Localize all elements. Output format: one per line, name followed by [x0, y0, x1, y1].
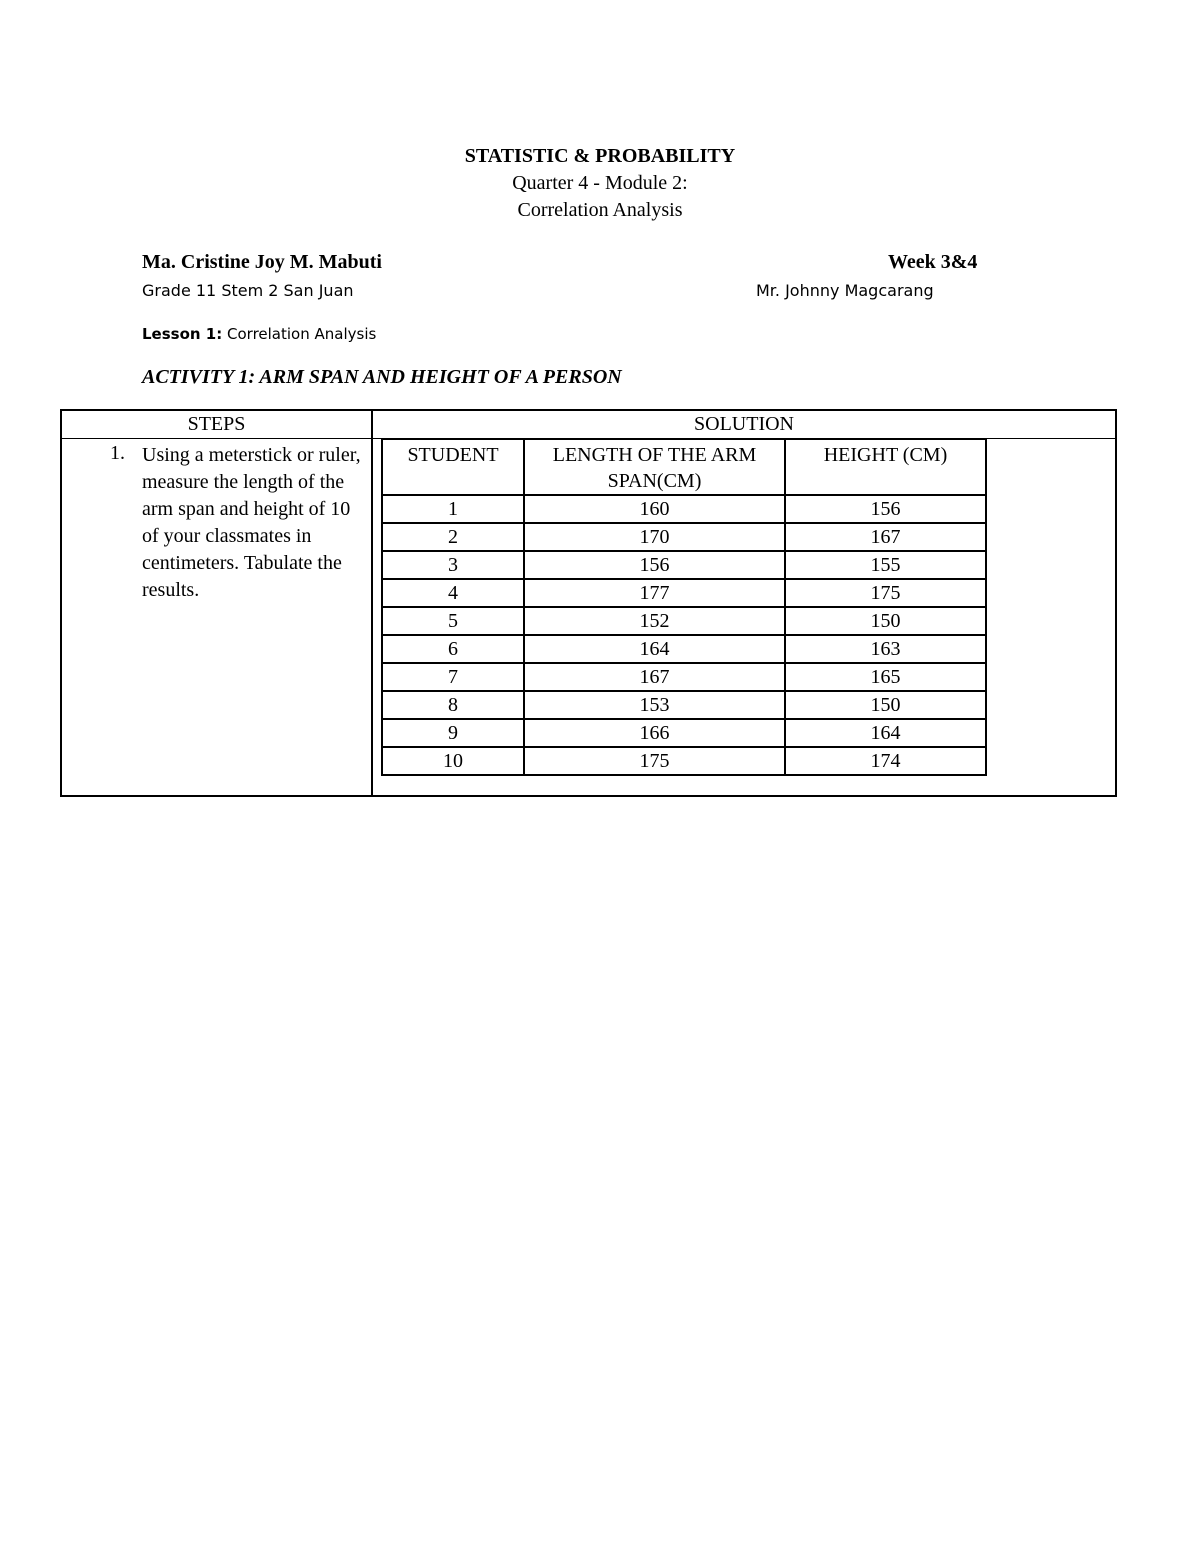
- height-cell: 156: [785, 495, 986, 523]
- student-cell: 3: [382, 551, 524, 579]
- student-cell: 10: [382, 747, 524, 775]
- arm-span-cell: 160: [524, 495, 785, 523]
- arm-span-cell: 153: [524, 691, 785, 719]
- height-cell: 163: [785, 635, 986, 663]
- student-cell: 6: [382, 635, 524, 663]
- table-row: [382, 691, 986, 719]
- table-row: [382, 607, 986, 635]
- arm-span-cell: 170: [524, 523, 785, 551]
- height-column-header: HEIGHT (CM): [785, 439, 986, 495]
- student-cell: 7: [382, 663, 524, 691]
- height-cell: 165: [785, 663, 986, 691]
- student-name: Ma. Cristine Joy M. Mabuti: [142, 251, 382, 273]
- steps-header: STEPS: [187, 413, 246, 435]
- module-label: Quarter 4 - Module 2:: [512, 172, 688, 194]
- arm-span-cell: 164: [524, 635, 785, 663]
- lesson-label: Lesson 1:: [142, 325, 223, 343]
- column-divider: [371, 411, 373, 795]
- student-column-header: STUDENT: [382, 439, 524, 495]
- week-label: Week 3&4: [888, 251, 978, 273]
- height-cell: 167: [785, 523, 986, 551]
- document-header: [0, 143, 1200, 224]
- student-cell: 5: [382, 607, 524, 635]
- height-cell: 150: [785, 607, 986, 635]
- table-header-row: [382, 439, 986, 495]
- arm-span-cell: 166: [524, 719, 785, 747]
- measurement-table: [381, 438, 987, 776]
- height-cell: 155: [785, 551, 986, 579]
- table-row: [382, 747, 986, 775]
- step-instructions: Using a meterstick or ruler, measure the length of the arm span and height of 10 of your classmates in centimeters. Tabulate the results.: [142, 444, 361, 601]
- arm-span-cell: 175: [524, 747, 785, 775]
- student-cell: 2: [382, 523, 524, 551]
- height-cell: 164: [785, 719, 986, 747]
- topic-label: Correlation Analysis: [517, 199, 683, 221]
- student-cell: 1: [382, 495, 524, 523]
- arm-span-cell: 156: [524, 551, 785, 579]
- document-title: STATISTIC & PROBABILITY: [464, 145, 736, 167]
- lesson-title: Correlation Analysis: [227, 325, 377, 343]
- student-cell: 9: [382, 719, 524, 747]
- solution-header: SOLUTION: [694, 413, 794, 435]
- grade-section: Grade 11 Stem 2 San Juan: [142, 281, 354, 300]
- table-row: [382, 495, 986, 523]
- height-cell: 175: [785, 579, 986, 607]
- arm-span-cell: 177: [524, 579, 785, 607]
- arm-span-column-header: LENGTH OF THE ARM SPAN(CM): [524, 439, 785, 495]
- height-cell: 174: [785, 747, 986, 775]
- student-cell: 4: [382, 579, 524, 607]
- activity-title: ACTIVITY 1: ARM SPAN AND HEIGHT OF A PERSON: [142, 366, 622, 388]
- arm-span-cell: 167: [524, 663, 785, 691]
- table-row: [382, 635, 986, 663]
- table-row: [382, 523, 986, 551]
- height-cell: 150: [785, 691, 986, 719]
- lesson-line: [142, 325, 376, 343]
- arm-span-cell: 152: [524, 607, 785, 635]
- student-cell: 8: [382, 691, 524, 719]
- step-number: 1.: [110, 442, 125, 464]
- table-row: [382, 551, 986, 579]
- teacher-name: Mr. Johnny Magcarang: [756, 281, 934, 300]
- table-row: [382, 579, 986, 607]
- table-row: [382, 719, 986, 747]
- table-row: [382, 663, 986, 691]
